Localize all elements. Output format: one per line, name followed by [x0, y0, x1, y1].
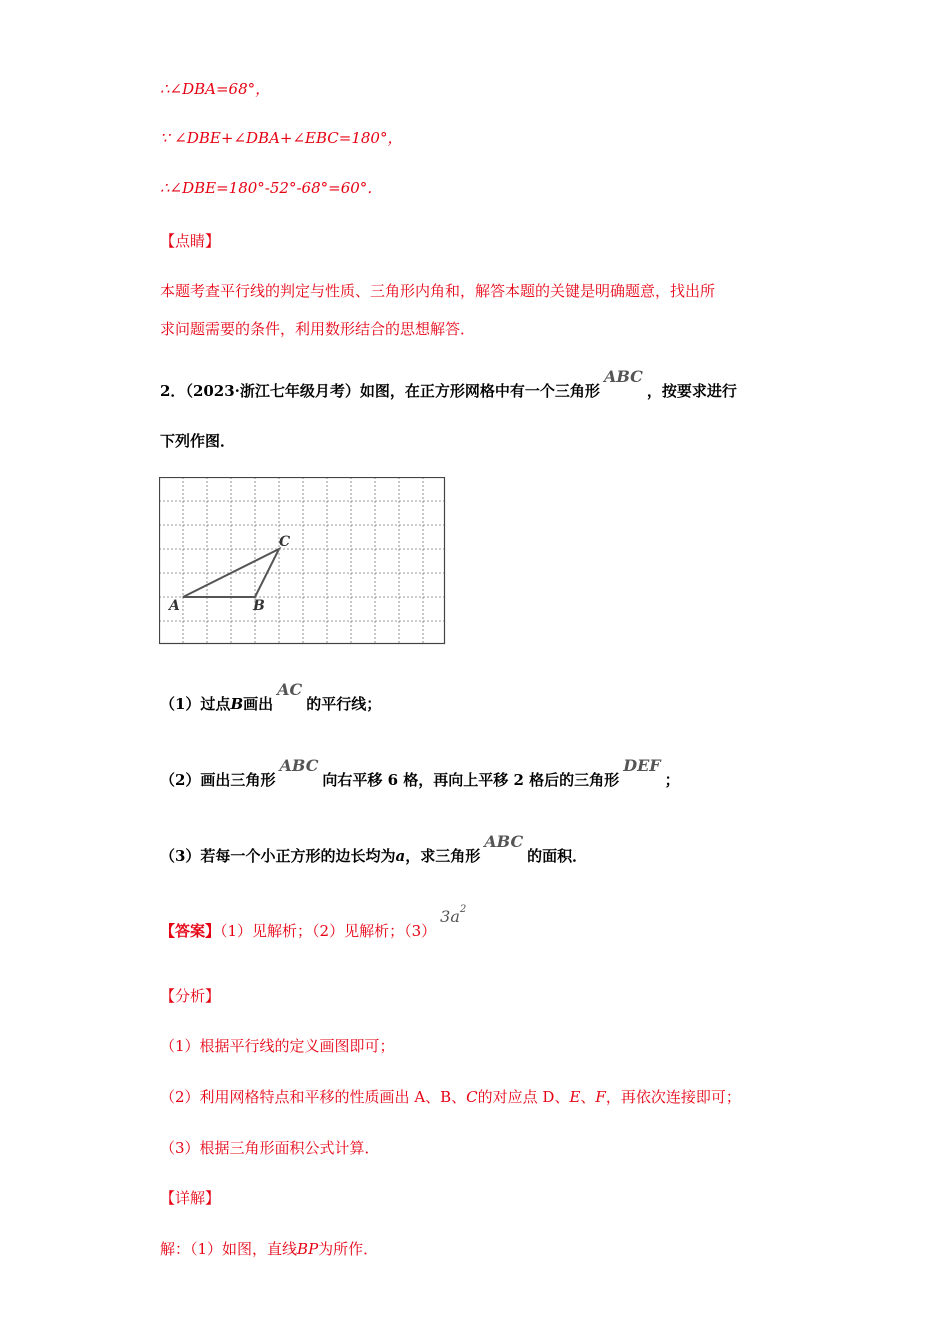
grid-lines — [159, 477, 445, 644]
review-heading: 【点睛】 — [160, 232, 221, 250]
part2-text-b: 向右平移 6 格，再向上平移 2 格后的三角形 — [322, 771, 620, 789]
detail-heading: 【详解】 — [160, 1189, 221, 1207]
math-abc: ABC — [603, 367, 643, 386]
math-ac: AC — [277, 680, 303, 699]
proof-line-3: ∴∠DBE=180°-52°-68°=60°． — [160, 179, 383, 197]
analysis-item2-sep: 、 — [580, 1088, 596, 1106]
answer-text: （1）见解析；（2）见解析；（3） — [220, 922, 437, 940]
analysis-item-1: （1）根据平行线的定义画图即可； — [160, 1037, 395, 1055]
part-2 — [160, 756, 680, 790]
analysis-heading: 【分析】 — [160, 987, 221, 1005]
part1-text-c: 画出 — [243, 695, 274, 713]
review-text-2: 求问题需要的条件，利用数形结合的思想解答． — [160, 320, 476, 338]
question-stem — [160, 367, 737, 401]
part2-text-c: ； — [664, 771, 680, 789]
answer-heading: 【答案】 — [160, 922, 221, 940]
analysis-item-2 — [160, 1086, 741, 1107]
detail-text-a: 解：（1）如图，直线 — [160, 1240, 298, 1258]
part-1 — [160, 680, 382, 714]
grid-figure — [159, 477, 446, 645]
question-stem-text: 如图，在正方形网格中有一个三角形 — [359, 382, 600, 400]
answer-base: 3a — [440, 907, 460, 926]
analysis-item2-e: E — [569, 1088, 581, 1106]
question-stem-line-2: 下列作图． — [160, 432, 236, 450]
answer-value — [440, 904, 467, 926]
review-text-1: 本题考查平行线的判定与性质、三角形内角和，解答本题的关键是明确题意，找出所 — [160, 282, 716, 300]
grid-border — [160, 478, 445, 644]
label-c: C — [279, 534, 291, 550]
label-a: A — [169, 598, 180, 614]
analysis-item-3: （3）根据三角形面积公式计算． — [160, 1139, 380, 1157]
detail-text — [160, 1238, 378, 1259]
detail-line-bp: BP — [297, 1240, 319, 1258]
part1-text-d: 的平行线； — [306, 695, 382, 713]
analysis-item2-a: （2）利用网格特点和平移的性质画出 A、B、 — [160, 1088, 467, 1106]
answer-line — [160, 904, 470, 941]
part-3 — [160, 832, 588, 866]
question-number: 2． — [160, 382, 186, 400]
part2-text-a: （2）画出三角形 — [160, 771, 276, 789]
question-stem-text-2: ，按要求进行 — [646, 382, 737, 400]
part3-var-a: a — [395, 847, 406, 865]
part3-text-a: （3）若每一个小正方形的边长均为 — [160, 847, 396, 865]
analysis-item2-c: C — [466, 1088, 478, 1106]
part1-text-a: （1）过点 — [160, 695, 231, 713]
label-b: B — [253, 598, 265, 614]
analysis-item2-b: 的对应点 D、 — [477, 1088, 570, 1106]
part1-point-b: B — [230, 695, 244, 713]
math-def: DEF — [623, 756, 661, 775]
answer-exponent: 2 — [459, 904, 467, 915]
proof-line-2: ∵ ∠DBE+∠DBA+∠EBC=180°， — [160, 129, 403, 147]
analysis-item2-d: ，再依次连接即可； — [605, 1088, 741, 1106]
proof-line-1: ∴∠DBA=68°， — [160, 80, 271, 98]
detail-text-b: 为所作． — [318, 1240, 379, 1258]
part3-text-c: 的面积． — [527, 847, 588, 865]
question-source: （2023·浙江七年级月考） — [185, 382, 360, 400]
part3-text-b: ，求三角形 — [405, 847, 481, 865]
analysis-item2-f: F — [595, 1088, 606, 1106]
math-abc-3: ABC — [484, 832, 524, 851]
math-abc-2: ABC — [279, 756, 319, 775]
